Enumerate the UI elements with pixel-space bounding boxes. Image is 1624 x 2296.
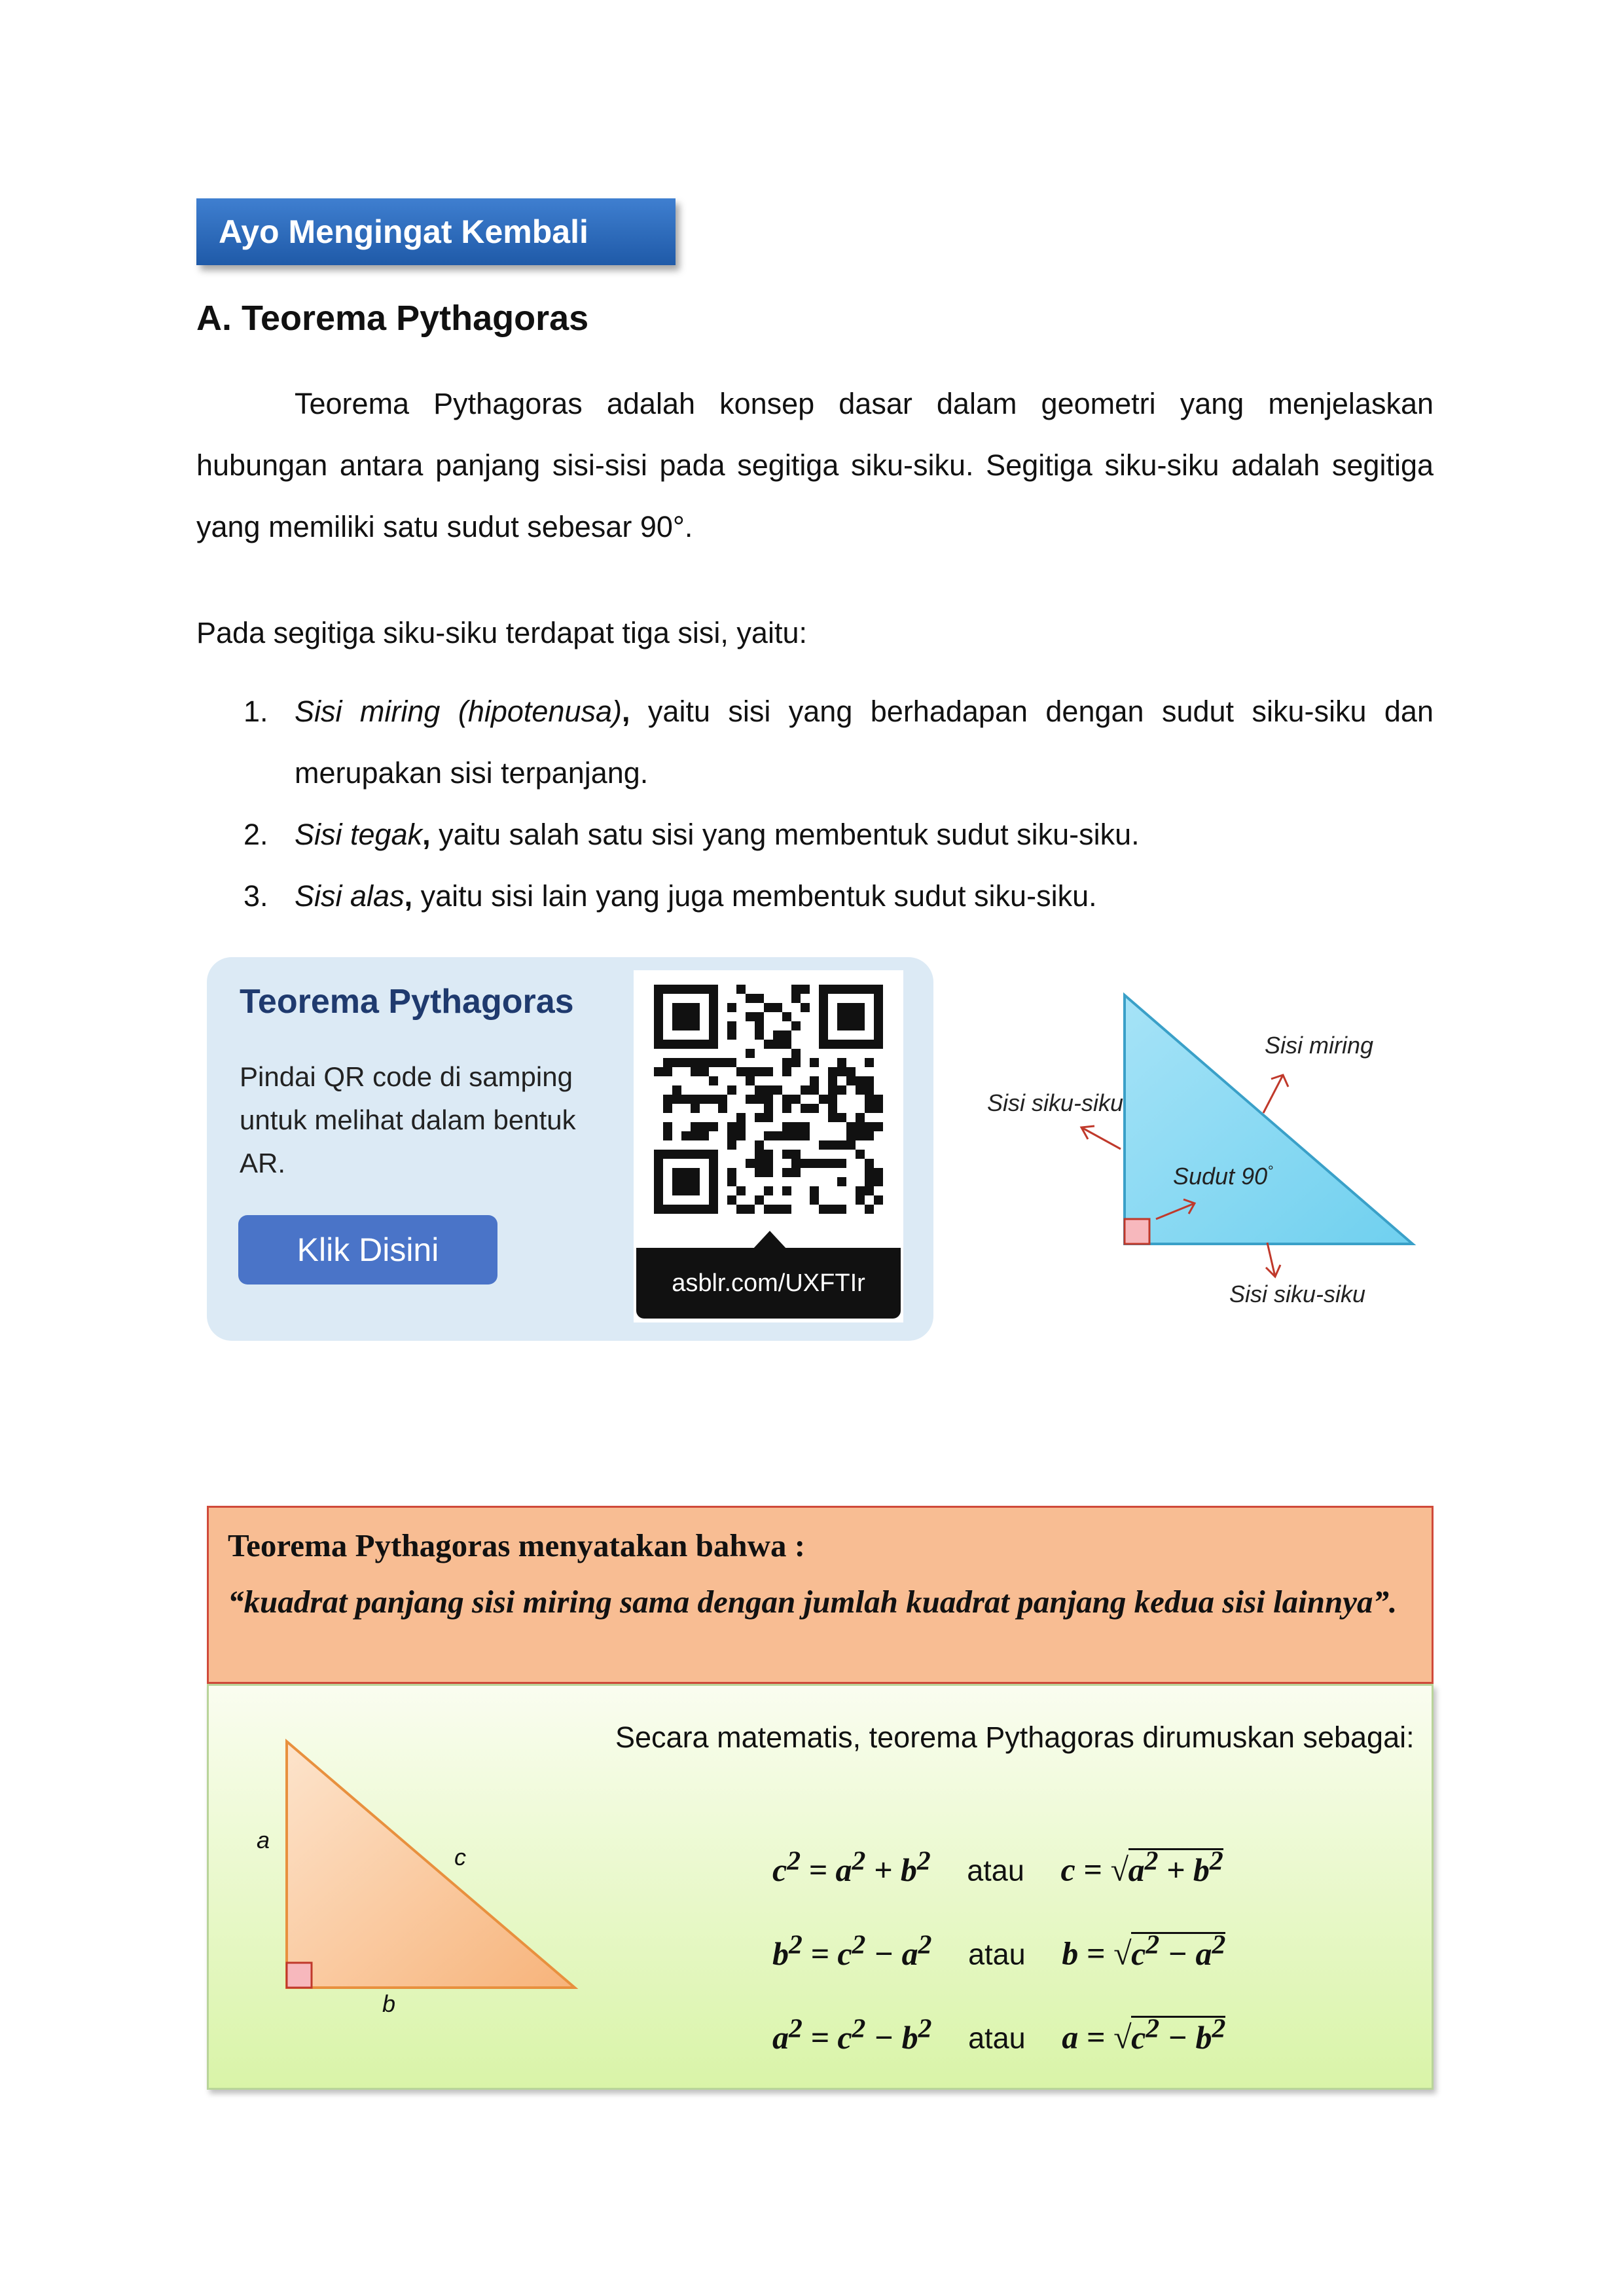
list-text: yaitu salah satu sisi yang membentuk sudut siku-siku. [430,818,1140,851]
label-a: a [257,1827,270,1853]
abc-triangle-diagram [262,1728,602,2003]
formula-row-a: $a^2 = c^2 - b^2$ atau $a = √c^2 - b^2$ [772,2013,1226,2056]
list-item: 3. Sisi alas, yaitu sisi lain yang juga membentuk sudut siku-siku. [244,866,1434,927]
arrow-hypotenuse-icon [1263,1075,1288,1113]
formula-intro: Secara matematis, teorema Pythagoras dirumuskan sebagai: [615,1721,1415,1754]
list-term: Sisi alas [295,879,405,913]
right-triangle-diagram [975,982,1447,1322]
sides-list [244,681,1434,927]
section-banner: Ayo Mengingat Kembali [196,198,676,265]
arrow-left-side-icon [1081,1126,1121,1149]
label-angle: Sudut 90° [1173,1163,1273,1190]
list-number: 2. [244,818,268,851]
theorem-heading: Teorema Pythagoras menyatakan bahwa : [228,1527,806,1563]
ar-card-text: Pindai QR code di samping untuk melihat dalam bentuk AR. [240,1061,576,1178]
list-item: 1. Sisi miring (hipotenusa), yaitu sisi yang berhadapan dengan sudut siku-siku dan merupakan sisi terpanjang. [244,681,1434,804]
ar-card-title: Teorema Pythagoras [240,983,574,1021]
formula-row-c: $c^2 = a^2 + b^2$ atau $c = √a^2 + b^2$ [772,1846,1223,1888]
list-term: Sisi miring (hipotenusa) [295,695,622,728]
qr-url-label[interactable]: asblr.com/UXFTIr [636,1248,901,1319]
formula-row-b: $b^2 = c^2 - a^2$ atau $b = √c^2 - a^2$ [772,1929,1226,1972]
section-title: A. Teorema Pythagoras [196,299,589,338]
list-term: Sisi tegak [295,818,423,851]
label-b: b [382,1990,396,2017]
label-bottom-side: Sisi siku-siku [1229,1281,1366,1307]
label-c: c [454,1844,466,1870]
right-angle-marker [287,1963,312,1988]
list-text: yaitu sisi yang berhadapan dengan sudut siku-siku dan merupakan sisi terpanjang. [295,695,1434,790]
list-number: 3. [244,879,268,913]
qr-code-icon[interactable] [634,970,903,1232]
triangle-abc-shape [287,1741,575,1988]
sides-intro: Pada segitiga siku-siku terdapat tiga sisi, yaitu: [196,616,807,649]
label-left-side: Sisi siku-siku [987,1089,1124,1116]
list-item: 2. Sisi tegak, yaitu salah satu sisi yang membentuk sudut siku-siku. [244,804,1434,866]
list-number: 1. [244,695,268,728]
right-angle-marker [1125,1219,1149,1244]
arrow-bottom-side-icon [1266,1243,1280,1277]
klik-disini-button[interactable]: Klik Disini [238,1215,497,1285]
intro-paragraph: Teorema Pythagoras adalah konsep dasar dalam geometri yang menjelaskan hubungan antara panjang sisi-sisi pada segitiga siku-siku. Segitiga siku-siku adalah segitiga yang memiliki satu sudut sebesar 90°. [196,387,1434,543]
theorem-quote: “kuadrat panjang sisi miring sama dengan jumlah kuadrat panjang kedua sisi lainnya”. [228,1584,1398,1620]
qr-label-notch [753,1231,787,1249]
list-text: yaitu sisi lain yang juga membentuk sudut siku-siku. [412,879,1097,913]
label-hypotenuse: Sisi miring [1265,1032,1374,1059]
theorem-header-text [228,1518,1414,1630]
